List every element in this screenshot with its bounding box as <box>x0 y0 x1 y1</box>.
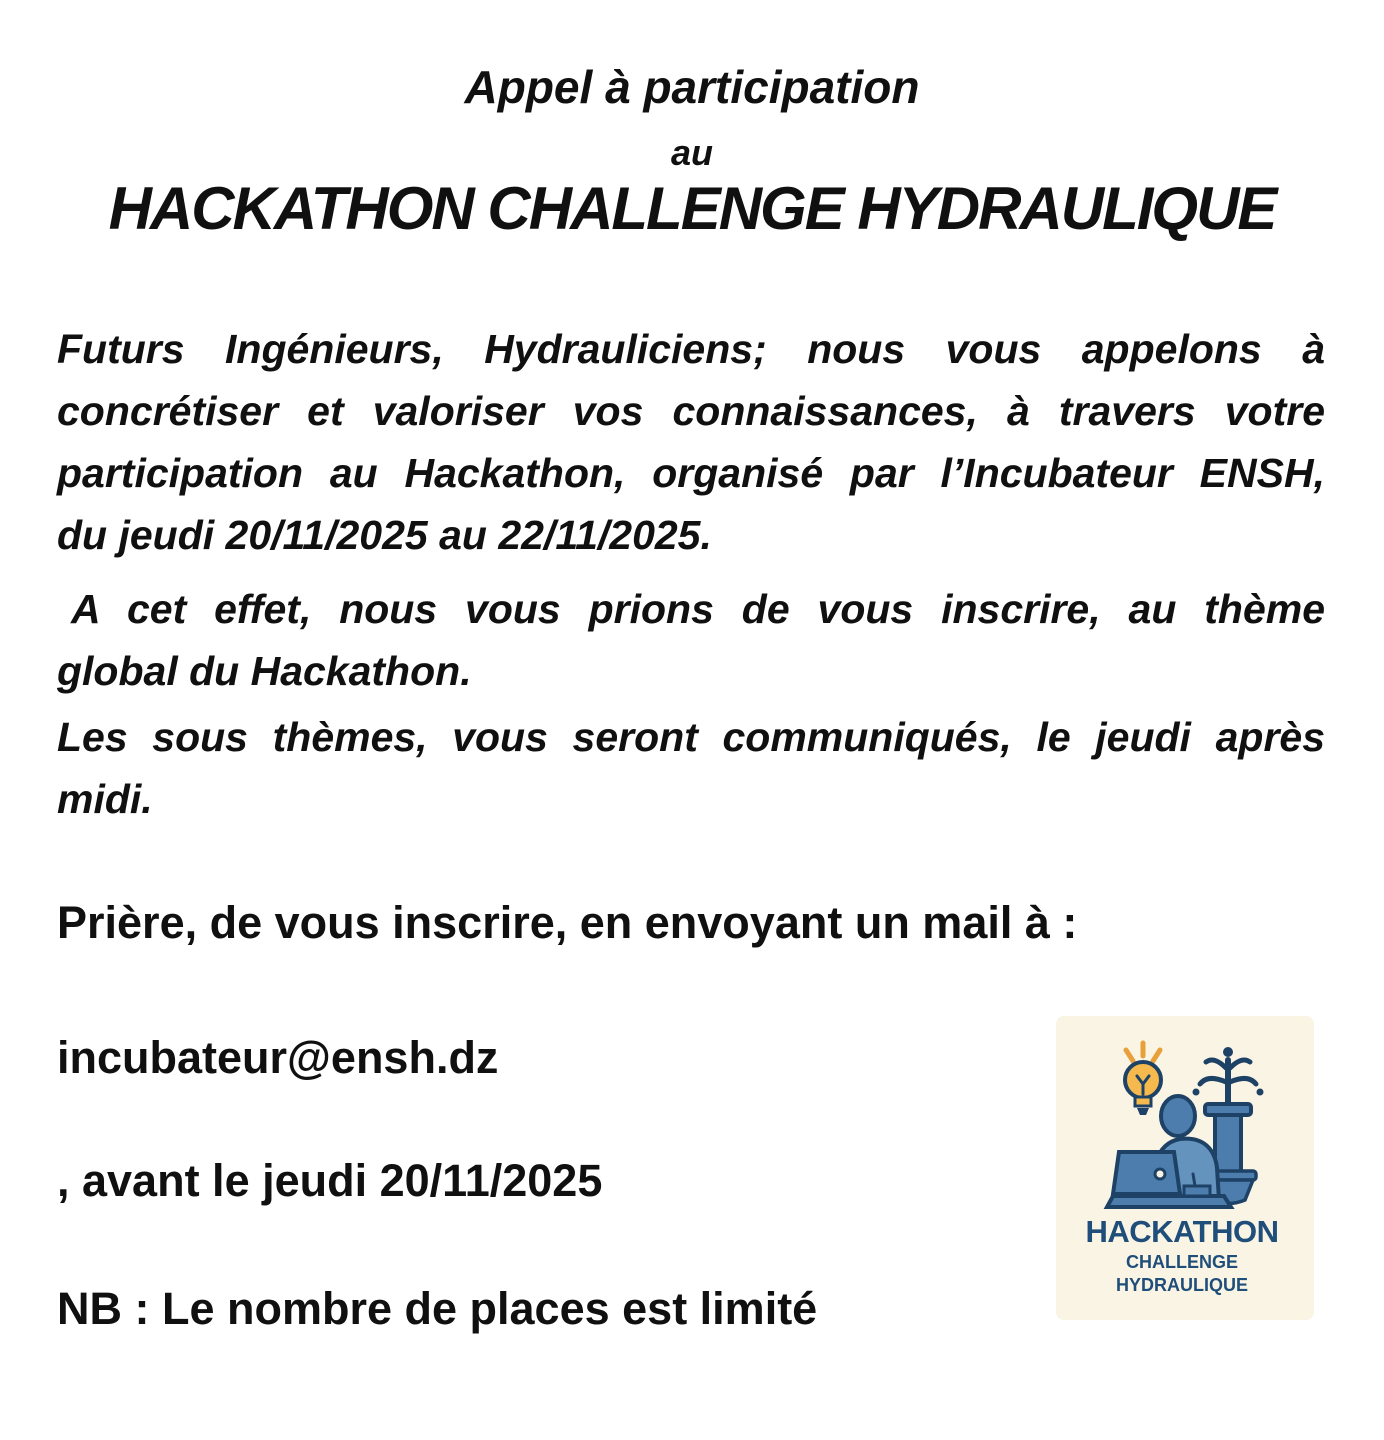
hackathon-logo <box>1056 1016 1314 1320</box>
body-paragraphs <box>57 318 1325 830</box>
email-text: incubateur@ensh.dz <box>57 1032 499 1083</box>
paragraph-line: midi. <box>57 776 153 822</box>
paragraph-line: du jeudi 20/11/2025 au 22/11/2025. <box>57 512 712 558</box>
paragraph-line: Les sous thèmes, vous seront communiqués, le jeudi après <box>57 714 1325 760</box>
paragraph-line: Futurs Ingénieurs, Hydrauliciens; nous vous appelons à <box>57 326 1325 372</box>
avant-line: , avant le jeudi 20/11/2025 <box>57 1155 603 1206</box>
paragraph-line: participation au Hackathon, organisé par l’Incubateur ENSH, <box>57 450 1325 496</box>
hackathon-logo-svg <box>1056 1016 1314 1320</box>
page-title: HACKATHON CHALLENGE HYDRAULIQUE <box>108 175 1276 242</box>
logo-title: HACKATHON <box>1085 1214 1279 1249</box>
paragraph-line: A cet effet, nous vous prions de vous inscrire, au thème <box>71 586 1325 632</box>
header-au: au <box>670 132 713 173</box>
header-appel: Appel à participation <box>464 61 920 113</box>
nb-line: NB : Le nombre de places est limité <box>57 1283 818 1334</box>
paragraph-line: global du Hackathon. <box>57 648 472 694</box>
priere-line: Prière, de vous inscrire, en envoyant un mail à : <box>57 897 1078 948</box>
logo-subtitle-1: CHALLENGE <box>1126 1252 1238 1272</box>
logo-subtitle-2: HYDRAULIQUE <box>1115 1275 1249 1295</box>
paragraph-line: concrétiser et valoriser vos connaissances, à travers votre <box>57 388 1325 434</box>
